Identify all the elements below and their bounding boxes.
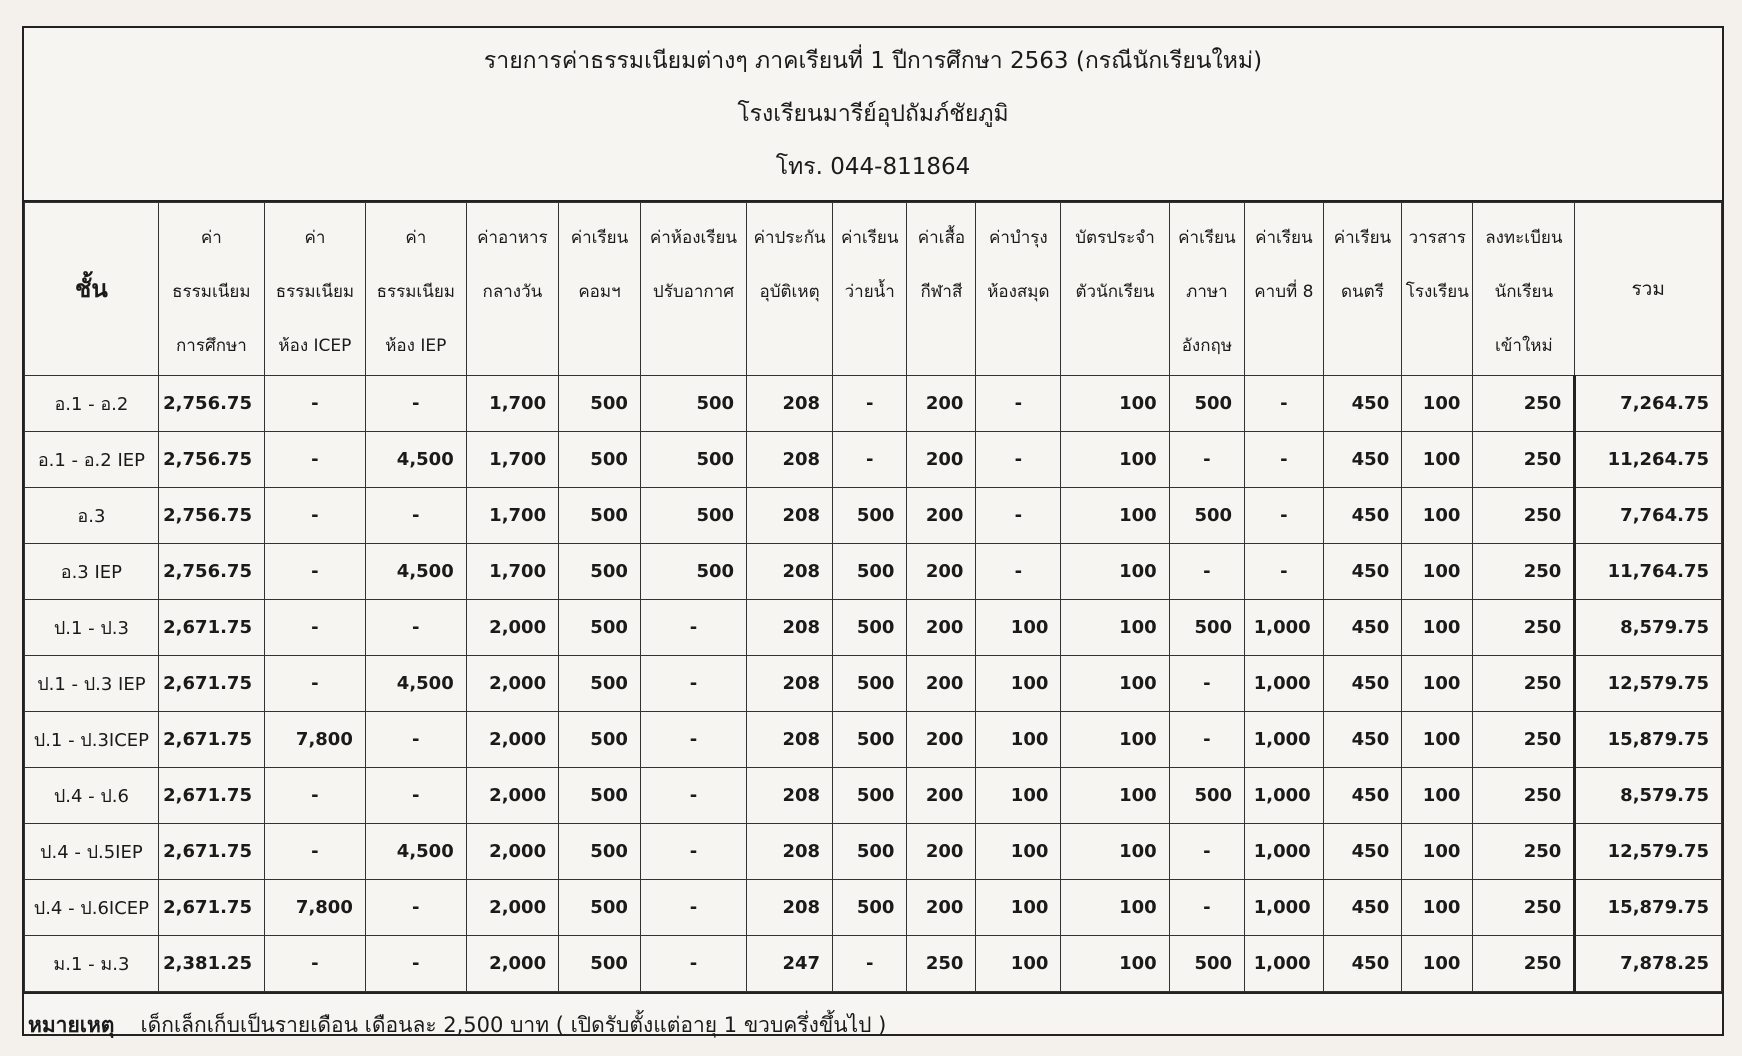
cell-swimming: 500	[833, 768, 907, 824]
cell-total: 8,579.75	[1575, 768, 1722, 824]
cell-iep_fee: -	[365, 768, 466, 824]
cell-lunch: 2,000	[466, 712, 558, 768]
cell-music: 450	[1323, 768, 1402, 824]
cell-aircon: -	[640, 600, 746, 656]
cell-library: -	[976, 376, 1061, 432]
cell-total: 7,764.75	[1575, 488, 1722, 544]
cell-insurance: 208	[747, 544, 833, 600]
cell-period8: 1,000	[1245, 824, 1324, 880]
column-header-line: ค่าเรียน	[1178, 228, 1236, 248]
cell-id_card: 100	[1061, 656, 1169, 712]
cell-grade: ป.4 - ป.6	[25, 768, 159, 824]
column-header-aircon	[640, 203, 746, 376]
cell-swimming: 500	[833, 712, 907, 768]
cell-insurance: 208	[747, 488, 833, 544]
column-header-line: ธรรมเนียม	[172, 282, 251, 302]
footnote-label: หมายเหตุ	[28, 1012, 115, 1037]
column-header-line: นักเรียน	[1494, 282, 1554, 302]
cell-aircon: 500	[640, 432, 746, 488]
cell-id_card: 100	[1061, 544, 1169, 600]
cell-swimming: 500	[833, 544, 907, 600]
cell-period8: 1,000	[1245, 712, 1324, 768]
table-row	[25, 880, 1722, 936]
cell-iep_fee: -	[365, 712, 466, 768]
cell-insurance: 208	[747, 880, 833, 936]
cell-aircon: 500	[640, 544, 746, 600]
cell-iep_fee: -	[365, 880, 466, 936]
cell-swimming: 500	[833, 656, 907, 712]
cell-computer: 500	[559, 488, 641, 544]
column-header-line: ค่า	[304, 228, 326, 248]
fee-table	[24, 202, 1722, 992]
cell-music: 450	[1323, 824, 1402, 880]
cell-music: 450	[1323, 432, 1402, 488]
cell-computer: 500	[559, 936, 641, 992]
cell-registration: 250	[1473, 600, 1575, 656]
cell-english: 500	[1169, 600, 1244, 656]
cell-grade: อ.3 IEP	[25, 544, 159, 600]
column-header-line: ค่า	[405, 228, 427, 248]
cell-swimming: -	[833, 936, 907, 992]
cell-sport_shirt: 200	[907, 712, 976, 768]
cell-music: 450	[1323, 376, 1402, 432]
table-row	[25, 376, 1722, 432]
footnote-text: เด็กเล็กเก็บเป็นรายเดือน เดือนละ 2,500 บาท ( เปิดรับตั้งแต่อายุ 1 ขวบครึ่งขึ้นไป )	[140, 1012, 887, 1037]
cell-period8: 1,000	[1245, 936, 1324, 992]
cell-sport_shirt: 200	[907, 880, 976, 936]
cell-registration: 250	[1473, 936, 1575, 992]
cell-swimming: 500	[833, 488, 907, 544]
cell-grade: อ.3	[25, 488, 159, 544]
cell-lunch: 1,700	[466, 544, 558, 600]
cell-library: 100	[976, 824, 1061, 880]
cell-icep_fee: 7,800	[264, 880, 365, 936]
cell-english: -	[1169, 824, 1244, 880]
cell-music: 450	[1323, 712, 1402, 768]
cell-insurance: 208	[747, 432, 833, 488]
column-header-line: ตัวนักเรียน	[1075, 282, 1155, 302]
cell-aircon: -	[640, 656, 746, 712]
column-header-computer	[559, 203, 641, 376]
cell-tuition: 2,756.75	[158, 432, 264, 488]
cell-sport_shirt: 250	[907, 936, 976, 992]
column-header-line: ค่าเรียน	[1255, 228, 1313, 248]
cell-computer: 500	[559, 600, 641, 656]
column-header-line: บัตรประจำ	[1075, 228, 1155, 248]
cell-id_card: 100	[1061, 600, 1169, 656]
cell-journal: 100	[1402, 768, 1473, 824]
document-header	[24, 28, 1722, 202]
cell-aircon: -	[640, 936, 746, 992]
school-phone: โทร. 044-811864	[775, 153, 971, 180]
cell-journal: 100	[1402, 544, 1473, 600]
cell-library: -	[976, 488, 1061, 544]
column-header-line: วารสาร	[1408, 228, 1466, 248]
column-header-line: กลางวัน	[482, 282, 543, 302]
cell-insurance: 208	[747, 600, 833, 656]
column-header-total	[1575, 203, 1722, 376]
cell-english: -	[1169, 712, 1244, 768]
cell-tuition: 2,671.75	[158, 712, 264, 768]
column-header-line: ค่าบำรุง	[989, 228, 1048, 248]
cell-period8: 1,000	[1245, 656, 1324, 712]
cell-icep_fee: -	[264, 600, 365, 656]
table-row	[25, 936, 1722, 992]
cell-period8: 1,000	[1245, 600, 1324, 656]
table-row	[25, 824, 1722, 880]
cell-computer: 500	[559, 376, 641, 432]
column-header-id_card	[1061, 203, 1169, 376]
cell-period8: -	[1245, 488, 1324, 544]
cell-sport_shirt: 200	[907, 376, 976, 432]
cell-aircon: 500	[640, 488, 746, 544]
school-name: โรงเรียนมารีย์อุปถัมภ์ชัยภูมิ	[737, 100, 1009, 127]
cell-registration: 250	[1473, 824, 1575, 880]
cell-english: -	[1169, 656, 1244, 712]
cell-lunch: 2,000	[466, 656, 558, 712]
cell-aircon: -	[640, 824, 746, 880]
cell-english: 500	[1169, 768, 1244, 824]
cell-total: 12,579.75	[1575, 656, 1722, 712]
column-header-line: ค่าเรียน	[1333, 228, 1392, 248]
cell-english: 500	[1169, 376, 1244, 432]
column-header-line: อุบัติเหตุ	[759, 282, 820, 302]
cell-swimming: -	[833, 376, 907, 432]
cell-icep_fee: -	[264, 768, 365, 824]
cell-sport_shirt: 200	[907, 432, 976, 488]
column-header-line: ภาษา	[1186, 282, 1228, 302]
column-header-line: ค่าประกัน	[753, 228, 826, 248]
cell-iep_fee: 4,500	[365, 656, 466, 712]
column-header-line: ชั้น	[75, 275, 108, 303]
cell-computer: 500	[559, 712, 641, 768]
cell-grade: ป.1 - ป.3	[25, 600, 159, 656]
cell-english: -	[1169, 880, 1244, 936]
cell-computer: 500	[559, 824, 641, 880]
cell-iep_fee: 4,500	[365, 432, 466, 488]
cell-grade: อ.1 - อ.2	[25, 376, 159, 432]
cell-tuition: 2,671.75	[158, 656, 264, 712]
cell-computer: 500	[559, 432, 641, 488]
column-header-journal	[1402, 203, 1473, 376]
cell-lunch: 1,700	[466, 432, 558, 488]
cell-library: 100	[976, 656, 1061, 712]
column-header-iep_fee	[365, 203, 466, 376]
cell-sport_shirt: 200	[907, 600, 976, 656]
cell-journal: 100	[1402, 936, 1473, 992]
cell-insurance: 247	[747, 936, 833, 992]
cell-id_card: 100	[1061, 936, 1169, 992]
cell-registration: 250	[1473, 768, 1575, 824]
cell-lunch: 1,700	[466, 376, 558, 432]
column-header-grade	[25, 203, 159, 376]
cell-aircon: 500	[640, 376, 746, 432]
cell-journal: 100	[1402, 432, 1473, 488]
cell-id_card: 100	[1061, 376, 1169, 432]
cell-tuition: 2,671.75	[158, 768, 264, 824]
column-header-line: ค่าเสื้อ	[917, 228, 966, 248]
table-row	[25, 768, 1722, 824]
cell-journal: 100	[1402, 600, 1473, 656]
column-header-sport_shirt	[907, 203, 976, 376]
cell-grade: ป.4 - ป.6ICEP	[25, 880, 159, 936]
column-header-line: คาบที่ 8	[1254, 282, 1314, 302]
cell-grade: อ.1 - อ.2 IEP	[25, 432, 159, 488]
cell-grade: ป.4 - ป.5IEP	[25, 824, 159, 880]
cell-iep_fee: 4,500	[365, 544, 466, 600]
cell-total: 11,764.75	[1575, 544, 1722, 600]
column-header-icep_fee	[264, 203, 365, 376]
cell-registration: 250	[1473, 376, 1575, 432]
cell-music: 450	[1323, 656, 1402, 712]
cell-icep_fee: 7,800	[264, 712, 365, 768]
cell-aircon: -	[640, 768, 746, 824]
cell-id_card: 100	[1061, 432, 1169, 488]
cell-iep_fee: -	[365, 600, 466, 656]
cell-grade: ป.1 - ป.3 IEP	[25, 656, 159, 712]
cell-total: 15,879.75	[1575, 880, 1722, 936]
cell-sport_shirt: 200	[907, 824, 976, 880]
cell-grade: ม.1 - ม.3	[25, 936, 159, 992]
cell-english: -	[1169, 432, 1244, 488]
table-row	[25, 656, 1722, 712]
column-header-line: โรงเรียน	[1405, 282, 1469, 302]
cell-computer: 500	[559, 880, 641, 936]
column-header-line: ห้องสมุด	[987, 282, 1050, 302]
cell-insurance: 208	[747, 656, 833, 712]
cell-total: 15,879.75	[1575, 712, 1722, 768]
cell-aircon: -	[640, 712, 746, 768]
cell-registration: 250	[1473, 544, 1575, 600]
cell-swimming: 500	[833, 880, 907, 936]
cell-music: 450	[1323, 488, 1402, 544]
column-header-line: อังกฤษ	[1181, 336, 1233, 356]
cell-music: 450	[1323, 600, 1402, 656]
column-header-lunch	[466, 203, 558, 376]
cell-sport_shirt: 200	[907, 488, 976, 544]
column-header-line: ลงทะเบียน	[1485, 228, 1563, 248]
cell-iep_fee: -	[365, 488, 466, 544]
cell-icep_fee: -	[264, 824, 365, 880]
cell-tuition: 2,756.75	[158, 544, 264, 600]
table-row	[25, 712, 1722, 768]
cell-registration: 250	[1473, 712, 1575, 768]
column-header-insurance	[747, 203, 833, 376]
cell-registration: 250	[1473, 656, 1575, 712]
cell-icep_fee: -	[264, 544, 365, 600]
column-header-line: ปรับอากาศ	[652, 282, 735, 302]
cell-registration: 250	[1473, 488, 1575, 544]
cell-icep_fee: -	[264, 488, 365, 544]
cell-id_card: 100	[1061, 712, 1169, 768]
column-header-line: ค่าเรียน	[841, 228, 899, 248]
cell-library: 100	[976, 880, 1061, 936]
cell-library: 100	[976, 712, 1061, 768]
cell-lunch: 2,000	[466, 824, 558, 880]
column-header-line: ค่าอาหาร	[477, 228, 548, 248]
cell-id_card: 100	[1061, 824, 1169, 880]
column-header-line: รวม	[1631, 278, 1665, 300]
cell-lunch: 2,000	[466, 768, 558, 824]
column-header-tuition	[158, 203, 264, 376]
cell-tuition: 2,671.75	[158, 600, 264, 656]
cell-period8: 1,000	[1245, 768, 1324, 824]
column-header-line: ค่าเรียน	[570, 228, 629, 248]
cell-swimming: 500	[833, 600, 907, 656]
column-header-line: เข้าใหม่	[1494, 336, 1553, 356]
cell-library: -	[976, 432, 1061, 488]
cell-lunch: 2,000	[466, 936, 558, 992]
cell-journal: 100	[1402, 488, 1473, 544]
cell-journal: 100	[1402, 656, 1473, 712]
cell-total: 12,579.75	[1575, 824, 1722, 880]
cell-tuition: 2,671.75	[158, 824, 264, 880]
cell-journal: 100	[1402, 376, 1473, 432]
cell-grade: ป.1 - ป.3ICEP	[25, 712, 159, 768]
column-header-line: คอมฯ	[578, 282, 621, 302]
column-header-line: ธรรมเนียม	[376, 282, 456, 302]
footnote	[24, 992, 1722, 1056]
cell-sport_shirt: 200	[907, 656, 976, 712]
cell-registration: 250	[1473, 880, 1575, 936]
cell-iep_fee: -	[365, 936, 466, 992]
column-header-registration	[1473, 203, 1575, 376]
cell-english: -	[1169, 544, 1244, 600]
cell-swimming: 500	[833, 824, 907, 880]
column-header-swimming	[833, 203, 907, 376]
cell-english: 500	[1169, 936, 1244, 992]
cell-icep_fee: -	[264, 936, 365, 992]
cell-insurance: 208	[747, 712, 833, 768]
cell-library: 100	[976, 600, 1061, 656]
cell-swimming: -	[833, 432, 907, 488]
cell-english: 500	[1169, 488, 1244, 544]
cell-computer: 500	[559, 768, 641, 824]
column-header-line: ห้อง ICEP	[278, 336, 352, 356]
cell-lunch: 2,000	[466, 600, 558, 656]
cell-icep_fee: -	[264, 376, 365, 432]
fee-sheet	[22, 26, 1724, 1036]
cell-lunch: 2,000	[466, 880, 558, 936]
cell-id_card: 100	[1061, 880, 1169, 936]
cell-iep_fee: 4,500	[365, 824, 466, 880]
cell-sport_shirt: 200	[907, 544, 976, 600]
cell-insurance: 208	[747, 376, 833, 432]
cell-tuition: 2,756.75	[158, 488, 264, 544]
cell-tuition: 2,671.75	[158, 880, 264, 936]
cell-insurance: 208	[747, 768, 833, 824]
cell-registration: 250	[1473, 432, 1575, 488]
cell-tuition: 2,756.75	[158, 376, 264, 432]
cell-lunch: 1,700	[466, 488, 558, 544]
table-body	[25, 376, 1722, 992]
cell-computer: 500	[559, 544, 641, 600]
column-header-english	[1169, 203, 1244, 376]
cell-id_card: 100	[1061, 768, 1169, 824]
table-row	[25, 432, 1722, 488]
cell-insurance: 208	[747, 824, 833, 880]
cell-period8: -	[1245, 544, 1324, 600]
column-header-line: ว่ายน้ำ	[844, 282, 895, 302]
cell-total: 7,878.25	[1575, 936, 1722, 992]
column-header-line: ดนตรี	[1341, 282, 1384, 302]
cell-library: -	[976, 544, 1061, 600]
cell-journal: 100	[1402, 824, 1473, 880]
cell-tuition: 2,381.25	[158, 936, 264, 992]
cell-period8: -	[1245, 432, 1324, 488]
column-header-line: การศึกษา	[175, 336, 247, 356]
cell-icep_fee: -	[264, 656, 365, 712]
cell-library: 100	[976, 768, 1061, 824]
column-header-period8	[1245, 203, 1324, 376]
column-header-music	[1323, 203, 1402, 376]
table-row	[25, 600, 1722, 656]
cell-period8: 1,000	[1245, 880, 1324, 936]
cell-icep_fee: -	[264, 432, 365, 488]
cell-sport_shirt: 200	[907, 768, 976, 824]
column-header-line: ธรรมเนียม	[275, 282, 355, 302]
column-header-line: กีฬาสี	[920, 282, 963, 302]
column-header-line: ห้อง IEP	[385, 336, 447, 356]
cell-music: 450	[1323, 936, 1402, 992]
cell-aircon: -	[640, 880, 746, 936]
document-title: รายการค่าธรรมเนียมต่างๆ ภาคเรียนที่ 1 ปีการศึกษา 2563 (กรณีนักเรียนใหม่)	[483, 47, 1263, 74]
cell-id_card: 100	[1061, 488, 1169, 544]
column-header-line: ค่า	[200, 228, 222, 248]
cell-journal: 100	[1402, 712, 1473, 768]
cell-total: 11,264.75	[1575, 432, 1722, 488]
cell-library: 100	[976, 936, 1061, 992]
cell-total: 7,264.75	[1575, 376, 1722, 432]
cell-music: 450	[1323, 544, 1402, 600]
cell-journal: 100	[1402, 880, 1473, 936]
column-header-line: ค่าห้องเรียน	[649, 228, 738, 248]
cell-total: 8,579.75	[1575, 600, 1722, 656]
table-row	[25, 488, 1722, 544]
cell-iep_fee: -	[365, 376, 466, 432]
cell-music: 450	[1323, 880, 1402, 936]
column-header-library	[976, 203, 1061, 376]
cell-computer: 500	[559, 656, 641, 712]
table-row	[25, 544, 1722, 600]
table-header-row	[25, 203, 1722, 376]
cell-period8: -	[1245, 376, 1324, 432]
